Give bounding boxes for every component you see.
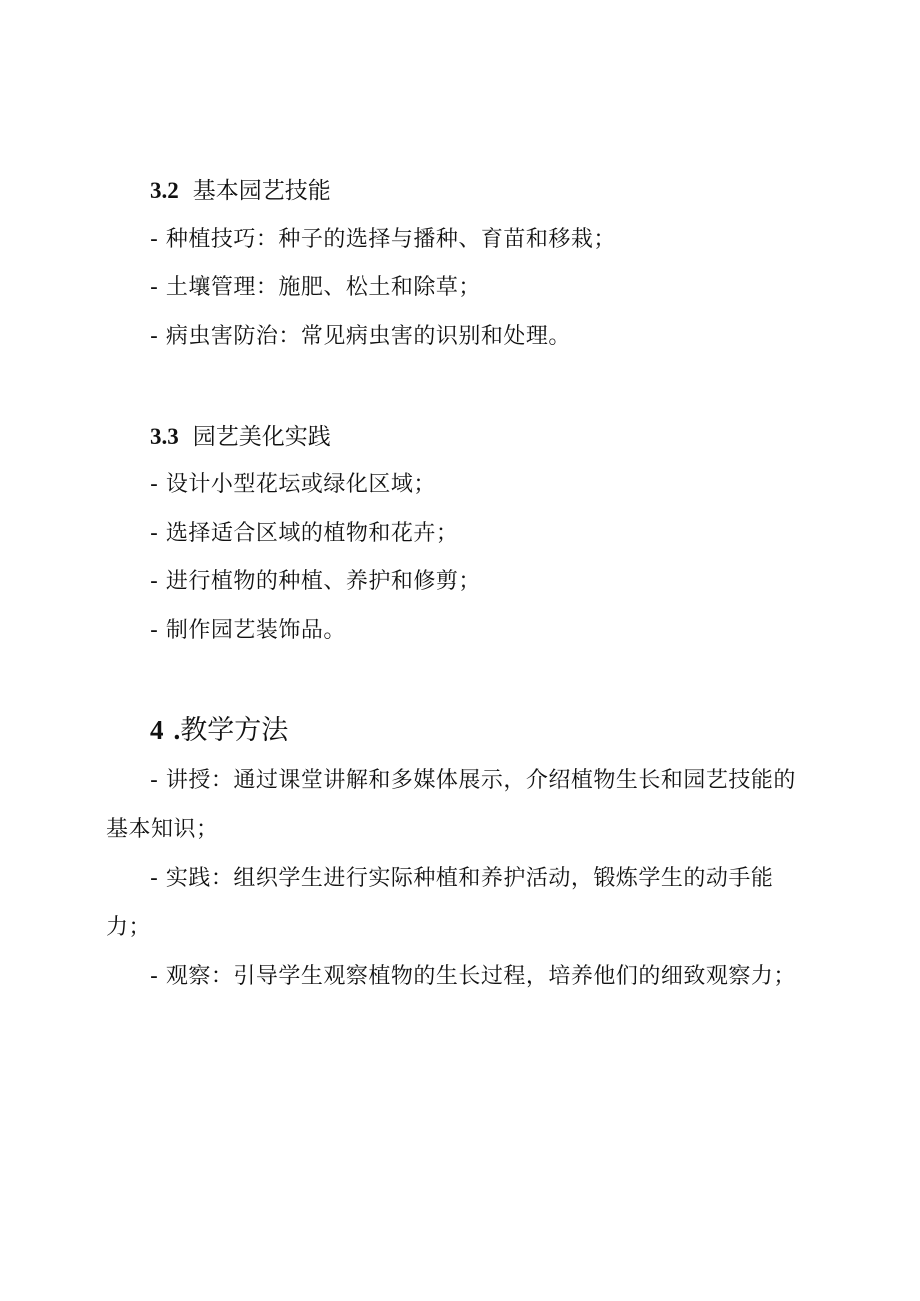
- paragraph: - 讲授：通过课堂讲解和多媒体展示，介绍植物生长和园艺技能的基本知识；: [106, 768, 796, 842]
- list-item: - 土壤管理：施肥、松土和除草；: [150, 275, 481, 300]
- section-title: 教学方法: [180, 715, 289, 746]
- section-number: 4: [150, 715, 164, 745]
- section-number: 3.3: [150, 424, 179, 449]
- list-item: - 制作园艺装饰品。: [150, 618, 346, 643]
- section-4-heading: [150, 712, 288, 749]
- paragraph: - 实践：组织学生进行实际种植和养护活动，锻炼学生的动手能力；: [106, 866, 774, 940]
- section-number: 3.2: [150, 178, 179, 203]
- section-3-2-heading: [150, 176, 331, 206]
- section-3-3-heading: [150, 422, 331, 452]
- list-item: - 病虫害防治：常见病虫害的识别和处理。: [150, 324, 571, 349]
- section-title: 基本园艺技能: [192, 178, 331, 204]
- list-item: - 进行植物的种植、养护和修剪；: [150, 569, 481, 594]
- list-item: - 选择适合区域的植物和花卉；: [150, 521, 459, 546]
- paragraph: - 观察：引导学生观察植物的生长过程，培养他们的细致观察力；: [150, 964, 796, 989]
- list-item: - 种植技巧：种子的选择与播种、育苗和移栽；: [150, 227, 616, 252]
- section-title: 园艺美化实践: [192, 424, 331, 450]
- section-number-dot: .: [173, 715, 181, 745]
- list-item: - 设计小型花坛或绿化区域；: [150, 472, 436, 497]
